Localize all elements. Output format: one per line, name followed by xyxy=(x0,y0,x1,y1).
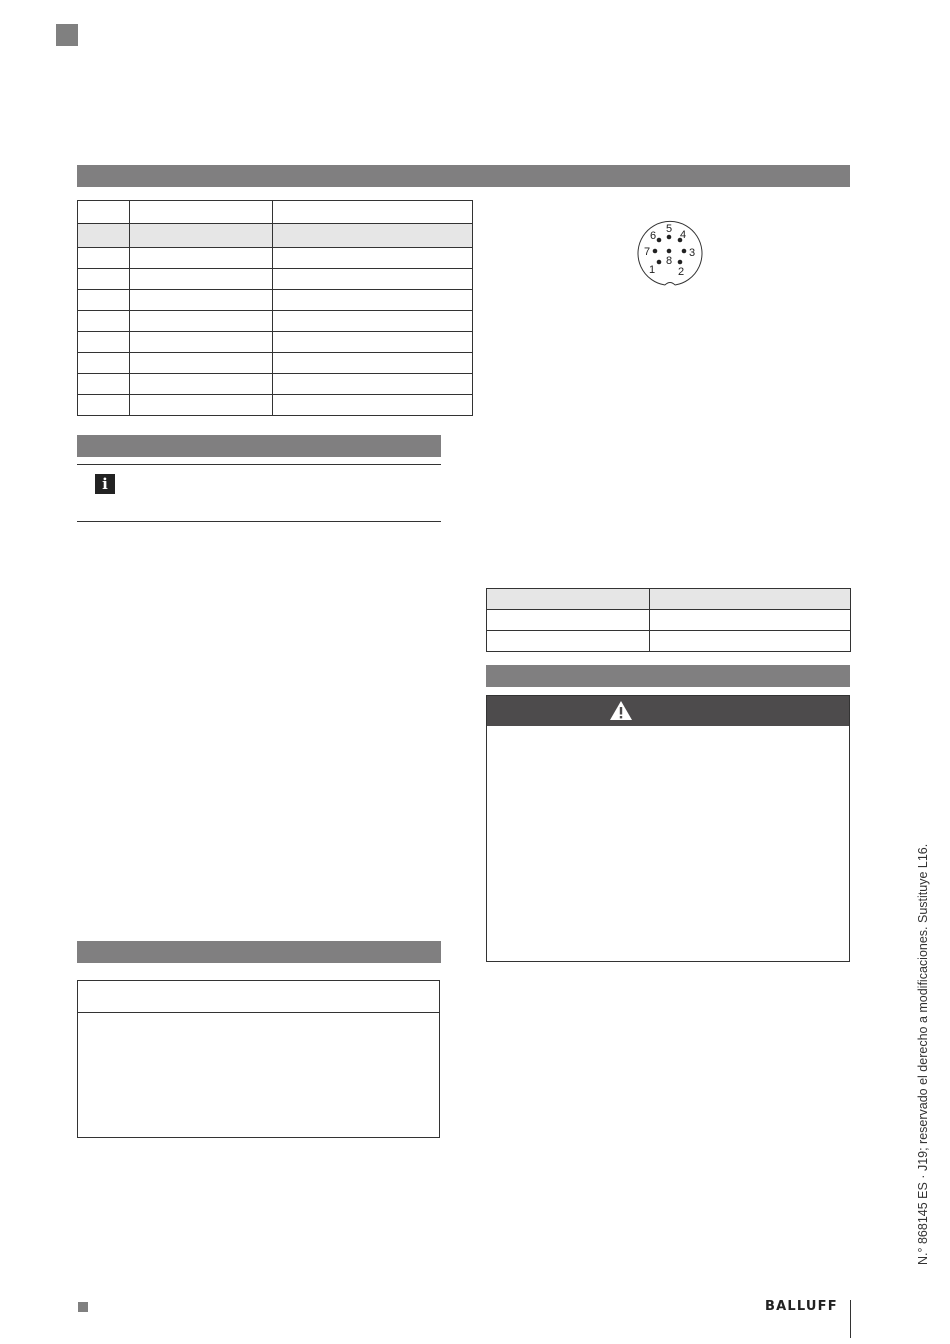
page-marker-bottom xyxy=(78,1302,88,1312)
table-row xyxy=(78,248,473,269)
lower-info-box-header xyxy=(78,981,439,1013)
pin-label-8: 8 xyxy=(666,255,673,267)
pin-label-3: 3 xyxy=(689,247,696,259)
pin-dot-1 xyxy=(657,260,662,265)
footer-vertical-rule xyxy=(850,1300,851,1338)
table-row xyxy=(78,290,473,311)
pin-label-7: 7 xyxy=(644,246,651,258)
warning-section-band xyxy=(486,665,850,687)
connector-pin-diagram xyxy=(630,214,710,290)
pin-assignment-table xyxy=(77,200,473,416)
table-header-row xyxy=(487,589,851,610)
table-row xyxy=(78,395,473,416)
table-subheader-row xyxy=(78,224,473,248)
table-row xyxy=(78,269,473,290)
pin-label-4: 4 xyxy=(680,229,687,241)
lower-info-box xyxy=(77,980,440,1138)
pin-dot-3 xyxy=(682,249,687,254)
warning-triangle-icon xyxy=(609,700,633,721)
table-row xyxy=(78,353,473,374)
lower-section-band xyxy=(77,941,441,963)
pin-label-2: 2 xyxy=(678,266,685,278)
pin-dot-2 xyxy=(678,260,683,265)
note-top-rule xyxy=(77,464,441,465)
balluff-logo: BALLUFF xyxy=(765,1299,838,1314)
section-header-band xyxy=(77,165,850,187)
table-row xyxy=(78,332,473,353)
note-section-band xyxy=(77,435,441,457)
table-row xyxy=(487,610,851,631)
info-icon: i xyxy=(95,474,115,494)
warning-header xyxy=(487,696,849,726)
pin-dot-6 xyxy=(657,238,662,243)
table-header-row xyxy=(78,201,473,224)
table-row xyxy=(487,631,851,652)
pin-dot-8 xyxy=(667,249,672,254)
page-marker-top xyxy=(56,24,78,46)
pin-label-6: 6 xyxy=(650,230,657,242)
warning-box xyxy=(486,695,850,962)
pin-dot-5 xyxy=(667,235,672,240)
table-row xyxy=(78,374,473,395)
table-row xyxy=(78,311,473,332)
side-document-note: N.° 868145 ES · J19; reservado el derecho a modificaciones. Sustituye L16. xyxy=(916,843,930,1265)
note-bottom-rule xyxy=(77,521,441,522)
pin-label-5: 5 xyxy=(666,223,673,235)
pin-label-1: 1 xyxy=(649,264,656,276)
right-data-table xyxy=(486,588,851,652)
pin-dot-7 xyxy=(653,249,658,254)
